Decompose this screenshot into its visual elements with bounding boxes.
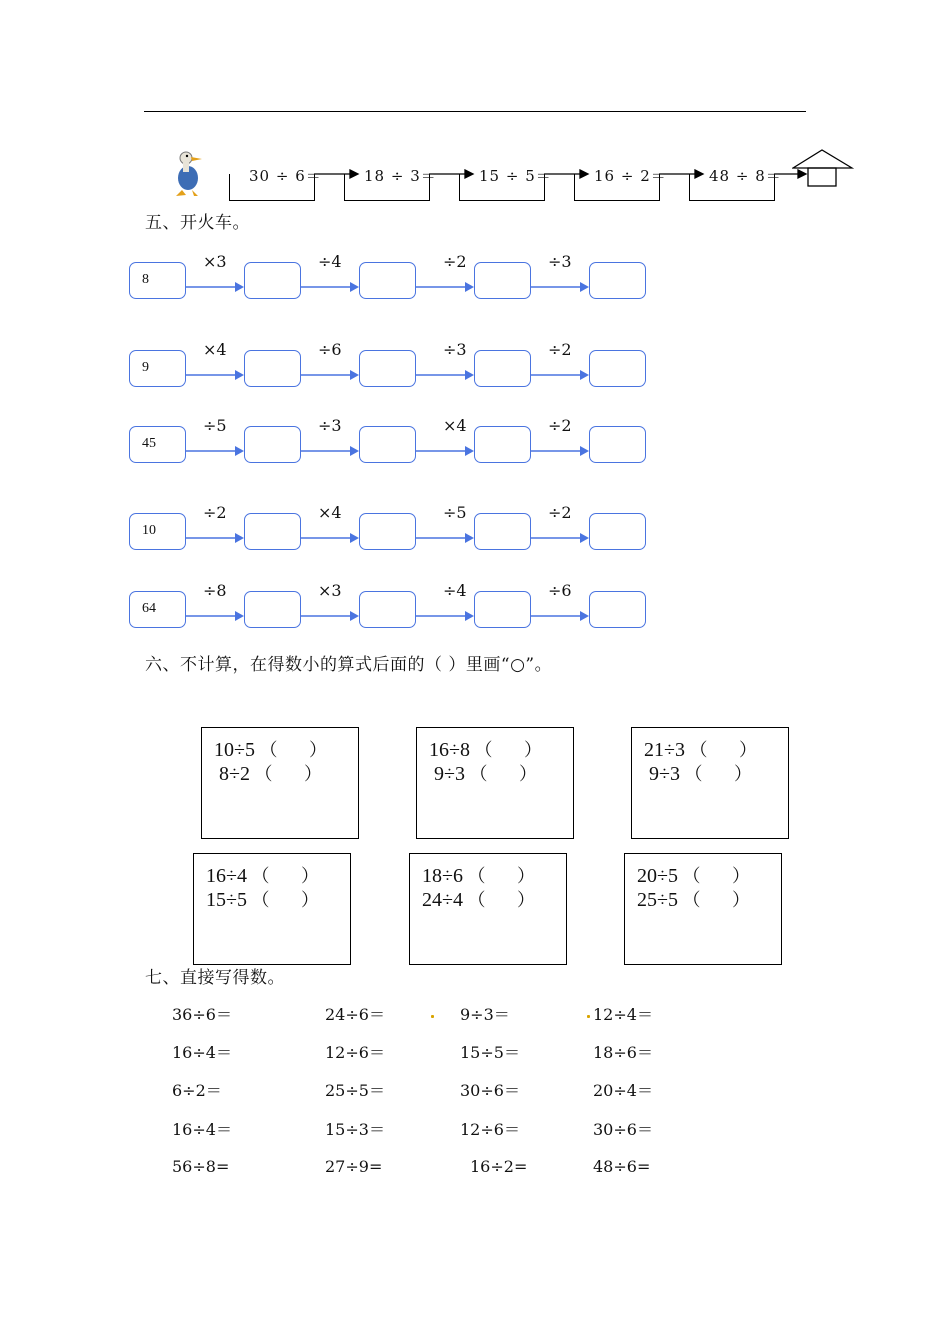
stray-dot xyxy=(431,1015,434,1018)
header-rule xyxy=(144,111,806,112)
train-answer-box[interactable] xyxy=(244,350,301,387)
train-operation: ÷5 xyxy=(203,416,227,435)
expression-text: 25÷5 xyxy=(637,889,678,911)
path-equation: 30 ÷ 6＝ xyxy=(249,167,322,185)
train-answer-box[interactable] xyxy=(244,262,301,299)
train-answer-box[interactable] xyxy=(359,591,416,628)
answer-parentheses[interactable]: （ ） xyxy=(462,890,535,910)
train-start-number: 10 xyxy=(142,523,156,538)
calc-problem: 56÷8= xyxy=(172,1157,230,1176)
calc-problem: 27÷9= xyxy=(325,1157,383,1176)
train-operation: ÷3 xyxy=(318,416,342,435)
train-start-number: 64 xyxy=(142,601,156,616)
train-start-number: 45 xyxy=(142,436,156,451)
train-start-number: 9 xyxy=(142,360,149,375)
expression-text: 24÷4 xyxy=(422,889,463,911)
calc-problem: 12÷4＝ xyxy=(593,1005,653,1024)
train-start-car xyxy=(129,513,186,550)
train-operation: ÷2 xyxy=(548,340,572,359)
calc-problem: 16÷4＝ xyxy=(172,1120,232,1139)
calc-problem: 48÷6= xyxy=(593,1157,651,1176)
answer-parentheses[interactable]: （ ） xyxy=(462,866,535,886)
train-operation: ÷2 xyxy=(443,252,467,271)
expression-text: 21÷3 xyxy=(644,739,685,761)
train-answer-box[interactable] xyxy=(589,513,646,550)
train-arrowhead xyxy=(350,282,359,292)
calc-problem: 18÷6＝ xyxy=(593,1043,653,1062)
calc-problem: 30÷6＝ xyxy=(460,1081,520,1100)
compare-expression xyxy=(214,736,327,762)
train-answer-box[interactable] xyxy=(474,350,531,387)
train-operation: ÷4 xyxy=(318,252,342,271)
train-arrowhead xyxy=(235,370,244,380)
train-answer-box[interactable] xyxy=(589,426,646,463)
answer-parentheses[interactable]: （ ） xyxy=(246,890,319,910)
train-arrowhead xyxy=(235,282,244,292)
expression-text: 16÷4 xyxy=(206,865,247,887)
expression-text: 16÷8 xyxy=(429,739,470,761)
train-start-car xyxy=(129,262,186,299)
train-arrowhead xyxy=(235,533,244,543)
train-answer-box[interactable] xyxy=(359,350,416,387)
train-arrowhead xyxy=(465,370,474,380)
compare-expression xyxy=(206,886,319,912)
train-answer-box[interactable] xyxy=(244,591,301,628)
train-operation: ÷8 xyxy=(203,581,227,600)
train-answer-box[interactable] xyxy=(589,262,646,299)
calc-problem: 25÷5＝ xyxy=(325,1081,385,1100)
train-arrowhead xyxy=(580,446,589,456)
compare-expression xyxy=(644,760,752,786)
train-answer-box[interactable] xyxy=(589,591,646,628)
calc-problem: 30÷6＝ xyxy=(593,1120,653,1139)
path-equation: 48 ÷ 8＝ xyxy=(709,167,782,185)
train-answer-box[interactable] xyxy=(359,426,416,463)
train-arrowhead xyxy=(350,370,359,380)
train-answer-box[interactable] xyxy=(244,426,301,463)
train-operation: ÷2 xyxy=(548,503,572,522)
train-answer-box[interactable] xyxy=(244,513,301,550)
calc-problem: 9÷3＝ xyxy=(460,1005,510,1024)
train-arrowhead xyxy=(235,446,244,456)
train-arrowhead xyxy=(580,282,589,292)
path-equation: 16 ÷ 2＝ xyxy=(594,167,667,185)
train-arrowhead xyxy=(580,611,589,621)
expression-text: 10÷5 xyxy=(214,739,255,761)
calc-problem: 6÷2＝ xyxy=(172,1081,222,1100)
train-answer-box[interactable] xyxy=(589,350,646,387)
expression-text: 18÷6 xyxy=(422,865,463,887)
train-operation: ÷2 xyxy=(203,503,227,522)
train-answer-box[interactable] xyxy=(359,262,416,299)
train-operation: ÷2 xyxy=(548,416,572,435)
expression-text: 9÷3 xyxy=(429,763,465,785)
train-start-car xyxy=(129,350,186,387)
train-operation: ×3 xyxy=(318,581,342,600)
compare-box xyxy=(624,853,782,965)
calc-problem: 36÷6＝ xyxy=(172,1005,232,1024)
train-operation: ×4 xyxy=(318,503,342,522)
compare-box xyxy=(201,727,359,839)
train-operation: ×3 xyxy=(203,252,227,271)
section6-title: 六、不计算，在得数小的算式后面的（ ）里画“○”。 xyxy=(145,655,553,675)
train-start-number: 8 xyxy=(142,272,149,287)
compare-expression xyxy=(214,760,322,786)
compare-expression xyxy=(637,862,750,888)
answer-parentheses[interactable]: （ ） xyxy=(246,866,319,886)
answer-parentheses[interactable]: （ ） xyxy=(677,866,750,886)
train-start-car xyxy=(129,591,186,628)
answer-parentheses[interactable]: （ ） xyxy=(679,764,752,784)
answer-parentheses[interactable]: （ ） xyxy=(464,764,537,784)
answer-parentheses[interactable]: （ ） xyxy=(469,740,542,760)
compare-expression xyxy=(422,886,535,912)
compare-box xyxy=(193,853,351,965)
compare-expression xyxy=(422,862,535,888)
train-start-car xyxy=(129,426,186,463)
train-arrowhead xyxy=(465,446,474,456)
train-answer-box[interactable] xyxy=(474,426,531,463)
calc-problem: 12÷6＝ xyxy=(325,1043,385,1062)
train-arrowhead xyxy=(350,611,359,621)
compare-box xyxy=(409,853,567,965)
train-operation: ×4 xyxy=(443,416,467,435)
calc-problem: 15÷5＝ xyxy=(460,1043,520,1062)
train-arrowhead xyxy=(580,533,589,543)
expression-text: 8÷2 xyxy=(214,763,250,785)
expression-text: 15÷5 xyxy=(206,889,247,911)
answer-parentheses[interactable]: （ ） xyxy=(684,740,757,760)
train-answer-box[interactable] xyxy=(474,513,531,550)
answer-parentheses[interactable]: （ ） xyxy=(677,890,750,910)
calc-problem: 15÷3＝ xyxy=(325,1120,385,1139)
train-answer-box[interactable] xyxy=(474,262,531,299)
train-operation: ÷3 xyxy=(548,252,572,271)
train-arrowhead xyxy=(350,446,359,456)
calc-problem: 20÷4＝ xyxy=(593,1081,653,1100)
train-arrowhead xyxy=(350,533,359,543)
calc-problem: 16÷4＝ xyxy=(172,1043,232,1062)
calc-problem: 24÷6＝ xyxy=(325,1005,385,1024)
train-operation: ÷5 xyxy=(443,503,467,522)
train-arrowhead xyxy=(465,533,474,543)
train-arrowhead xyxy=(465,611,474,621)
train-operation: ÷6 xyxy=(548,581,572,600)
compare-expression xyxy=(429,736,542,762)
train-operation: ÷3 xyxy=(443,340,467,359)
expression-text: 9÷3 xyxy=(644,763,680,785)
stray-dot xyxy=(587,1015,590,1018)
calc-problem: 12÷6＝ xyxy=(460,1120,520,1139)
path-equation: 18 ÷ 3＝ xyxy=(364,167,437,185)
path-equation: 15 ÷ 5＝ xyxy=(479,167,552,185)
compare-box xyxy=(416,727,574,839)
path-arrowhead xyxy=(798,170,806,178)
section5-title: 五、开火车。 xyxy=(145,213,250,233)
compare-expression xyxy=(206,862,319,888)
train-answer-box[interactable] xyxy=(474,591,531,628)
section7-title: 七、直接写得数。 xyxy=(145,968,285,988)
compare-expression xyxy=(429,760,537,786)
train-operation: ÷6 xyxy=(318,340,342,359)
train-operation: ×4 xyxy=(203,340,227,359)
train-arrowhead xyxy=(465,282,474,292)
compare-expression xyxy=(637,886,750,912)
train-answer-box[interactable] xyxy=(359,513,416,550)
compare-box xyxy=(631,727,789,839)
answer-parentheses[interactable]: （ ） xyxy=(249,764,322,784)
train-arrowhead xyxy=(235,611,244,621)
calc-problem: 16÷2= xyxy=(470,1157,528,1176)
compare-expression xyxy=(644,736,757,762)
expression-text: 20÷5 xyxy=(637,865,678,887)
train-operation: ÷4 xyxy=(443,581,467,600)
train-arrowhead xyxy=(580,370,589,380)
answer-parentheses[interactable]: （ ） xyxy=(254,740,327,760)
